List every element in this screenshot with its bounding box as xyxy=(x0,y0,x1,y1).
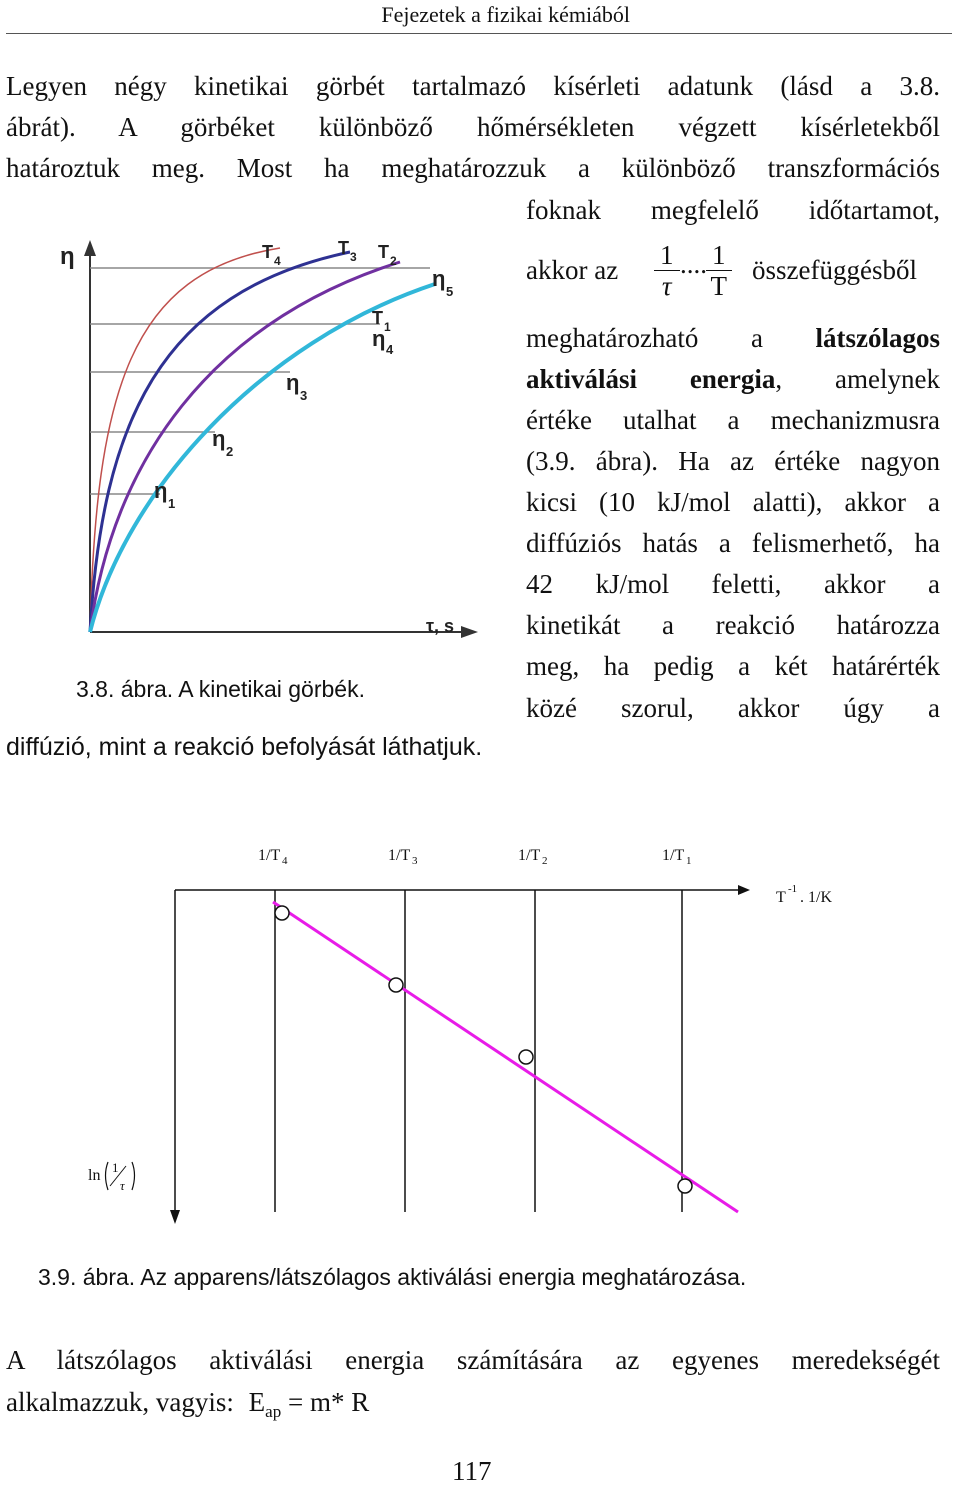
label-t3: T xyxy=(338,238,349,258)
x-axis-label: τ, s xyxy=(426,616,455,636)
eq-lhs: E xyxy=(248,1387,266,1417)
right-line-2 xyxy=(526,359,940,400)
data-point-4 xyxy=(678,1179,692,1193)
right-line-9: meg, ha pedig a két határérték xyxy=(526,651,940,681)
x-tick-sub-1: 4 xyxy=(282,855,288,867)
right-line-11: diffúzió, mint a reakció befolyását láthatjuk. xyxy=(6,733,483,761)
label-t2-sub: 2 xyxy=(390,254,397,268)
label-eta5: η xyxy=(432,266,446,291)
y-axis-frac-den: τ xyxy=(120,1178,125,1193)
x-tick-sub-4: 1 xyxy=(686,855,692,867)
footer-line-1: A látszólagos aktiválási energia számítására az egyenes meredekségét xyxy=(6,1345,940,1375)
x-tick-label-3: 1/T xyxy=(518,847,541,864)
eq-sub: ap xyxy=(265,1402,282,1421)
label-t4-sub: 4 xyxy=(274,254,281,268)
label-eta4: η xyxy=(372,326,386,351)
fraction-one-over-t xyxy=(706,240,732,301)
right-line-1 xyxy=(526,318,940,359)
y-axis-arrow xyxy=(170,1210,180,1224)
fraction-denominator: τ xyxy=(661,271,672,301)
right-line-6: diffúziós hatás a felismerhető, ha xyxy=(526,528,940,558)
x-axis-arrow xyxy=(461,626,478,638)
x-axis-title-unit: . 1/K xyxy=(800,889,832,906)
figure-3-8-caption: 3.8. ábra. A kinetikai görbék. xyxy=(76,676,365,702)
data-point-3 xyxy=(519,1050,533,1064)
label-eta1-sub: 1 xyxy=(168,496,176,511)
right-line-4: (3.9. ábra). Ha az értéke nagyon xyxy=(526,446,940,476)
right-line-7: 42 kJ/mol feletti, akkor a xyxy=(526,569,940,599)
label-eta2: η xyxy=(212,426,226,451)
y-axis-paren-left xyxy=(106,1162,109,1190)
fraction-numerator: 1 xyxy=(706,240,732,271)
formula-line xyxy=(526,240,946,320)
label-t4: T xyxy=(262,242,273,262)
activation-energy-equation xyxy=(248,1387,370,1421)
footer-line-2 xyxy=(6,1382,940,1432)
intro-line-4: foknak megfelelő időtartamot, xyxy=(526,195,940,225)
x-axis-arrow xyxy=(738,885,750,895)
x-axis-title: T xyxy=(776,889,786,906)
y-axis-arrow xyxy=(84,240,96,256)
label-eta3: η xyxy=(286,370,300,395)
label-eta5-sub: 5 xyxy=(446,284,454,299)
label-eta2-sub: 2 xyxy=(226,444,234,459)
right-line-1b: látszólagos xyxy=(815,323,940,353)
x-tick-sub-2: 3 xyxy=(412,855,418,867)
fraction-one-over-tau xyxy=(654,240,680,301)
label-t1: T xyxy=(372,308,383,328)
y-axis-frac-num: 1 xyxy=(112,1160,119,1175)
right-line-3: értéke utalhat a mechanizmusra xyxy=(526,405,940,435)
intro-line-1: Legyen négy kinetikai görbét tartalmazó kísérleti adatunk (lásd a 3.8. xyxy=(6,71,940,101)
regression-line xyxy=(273,902,738,1212)
formula-prefix: akkor az xyxy=(526,255,619,285)
x-tick-sub-3: 2 xyxy=(542,855,548,867)
label-eta4-sub: 4 xyxy=(386,342,394,357)
label-eta1: η xyxy=(154,478,168,503)
intro-line-3: határoztuk meg. Most ha meghatározzuk a különböző transzformációs xyxy=(6,153,940,183)
header-title: Fejezetek a fizikai kémiából xyxy=(381,2,630,27)
data-point-2 xyxy=(389,978,403,992)
page-number: 117 xyxy=(452,1456,492,1486)
x-tick-label-4: 1/T xyxy=(662,847,685,864)
fraction-denominator: T xyxy=(710,271,727,301)
label-t3-sub: 3 xyxy=(350,250,357,264)
right-line-2b: , amelynek xyxy=(775,364,940,394)
label-t1-sub: 1 xyxy=(384,320,391,334)
formula-suffix: összefüggésből xyxy=(752,255,917,285)
header-rule xyxy=(6,33,952,34)
intro-line-2: ábrát). A görbéket különböző hőmérsékleten végzett kísérletekből xyxy=(6,112,940,142)
y-axis-title: ln xyxy=(88,1167,101,1184)
right-line-10: közé szorul, akkor úgy a xyxy=(526,693,940,723)
footer-line-2-text: alkalmazzuk, vagyis: xyxy=(6,1387,234,1417)
formula-dots: .... xyxy=(680,249,707,279)
page-header xyxy=(0,0,960,34)
label-t2: T xyxy=(378,242,389,262)
x-tick-label-2: 1/T xyxy=(388,847,411,864)
fraction-numerator: 1 xyxy=(654,240,680,271)
label-eta3-sub: 3 xyxy=(300,388,308,403)
right-line-8: kinetikát a reakció határozza xyxy=(526,610,940,640)
right-line-2a: aktiválási energia xyxy=(526,364,776,394)
y-axis-paren-right xyxy=(132,1162,135,1190)
data-point-1 xyxy=(275,906,289,920)
figure-3-9-caption: 3.9. ábra. Az apparens/látszólagos aktiválási energia meghatározása. xyxy=(38,1264,747,1290)
arrhenius-figure xyxy=(70,840,870,1240)
kinetic-curves-figure xyxy=(50,232,480,652)
x-tick-label-1: 1/T xyxy=(258,847,281,864)
right-line-5: kicsi (10 kJ/mol alatti), akkor a xyxy=(526,487,940,517)
right-line-1a: meghatározható a xyxy=(526,323,763,353)
curve-t4 xyxy=(90,248,280,632)
eq-rhs: = m* R xyxy=(287,1387,370,1417)
y-axis-label: η xyxy=(60,243,75,270)
x-axis-title-sup: -1 xyxy=(788,883,798,895)
